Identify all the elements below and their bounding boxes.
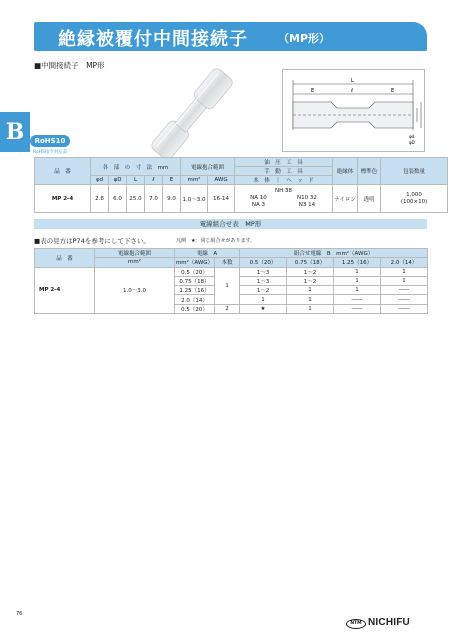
dim-dD-label: φD <box>409 140 415 145</box>
h-color: 標準色 <box>358 158 381 185</box>
row-tools <box>235 185 333 213</box>
h-tools-manual: 手 動 工 具 <box>235 167 333 176</box>
section1-heading: ■中間接続子 MP形 <box>34 61 105 70</box>
c-a: 0.5（20） <box>175 304 215 313</box>
c-b: 1 <box>334 276 381 285</box>
c-b: ―― <box>381 286 428 295</box>
h-sub-awg: AWG <box>208 176 235 185</box>
title-banner <box>34 22 427 51</box>
spec-table <box>34 157 448 213</box>
table-row <box>35 267 428 276</box>
c-b: 1～3 <box>240 276 287 285</box>
c-h-wireA: 電線 A <box>175 249 240 258</box>
c-b: 1 <box>334 267 381 276</box>
row-mm2: 1.0～3.0 <box>181 185 208 213</box>
logo-mark: NTM <box>346 619 366 629</box>
c-h-b1: 0.75（18） <box>287 258 334 267</box>
pack-qty: 1,000 <box>406 191 422 198</box>
h-tools-hyd: 油 圧 工 具 <box>235 158 333 167</box>
page-number: 76 <box>16 611 23 617</box>
c-a: 1.25（16） <box>175 286 215 295</box>
c-b: 1～2 <box>287 267 334 276</box>
row-insul: ナイロン <box>333 185 358 213</box>
c-h-range: 電線抱合範囲 <box>95 249 175 258</box>
h-sub-dd: φd <box>91 176 109 185</box>
section-tab: B <box>0 112 30 152</box>
c-h-b2: 1.25（16） <box>334 258 381 267</box>
c-b: 1 <box>381 276 428 285</box>
c-h-wireB: 組合せ電線 B mm²（AWG） <box>240 249 428 258</box>
c-b: 1～3 <box>240 267 287 276</box>
logo-name: NICHIFU <box>368 617 410 628</box>
c-b: 1～2 <box>287 276 334 285</box>
dim-E-left-label: E <box>311 88 315 94</box>
row-awg: 16-14 <box>208 185 235 213</box>
product-photo <box>132 68 252 160</box>
c-b: 1 <box>287 304 334 313</box>
c-a: 2.0（14） <box>175 295 215 304</box>
row-l: 7.0 <box>145 185 163 213</box>
c-h-hinban: 品 番 <box>35 249 95 268</box>
section2-legend: 凡例 ★：同じ組合せがあります。 <box>176 238 256 244</box>
c-a: 0.5（20） <box>175 267 215 276</box>
c-b: 1～2 <box>240 286 287 295</box>
h-pack: 包装数量 <box>381 158 448 185</box>
c-b: ―― <box>334 304 381 313</box>
h-sub-dD: φD <box>109 176 127 185</box>
dim-dd-label: φd <box>409 134 415 139</box>
dimension-drawing <box>282 69 425 152</box>
c-b: ―― <box>381 304 428 313</box>
h-sub-E: E <box>163 176 181 185</box>
tool-a2: NA 3 <box>251 202 266 208</box>
rohs-caption: RoHS指令対応品 <box>33 150 68 155</box>
c-b: 1 <box>334 286 381 295</box>
pack-breakdown: (100×10) <box>400 198 428 205</box>
c-b: 1 <box>381 267 428 276</box>
row-part: MP 2-4 <box>35 185 91 213</box>
c-part: MP 2-4 <box>35 267 95 313</box>
row-pack <box>381 185 448 213</box>
h-hinban: 品 番 <box>35 158 91 185</box>
dim-E-right-label: E <box>391 88 395 94</box>
h-sub-mm2: mm² <box>181 176 208 185</box>
tool-b1: N10 32 <box>297 195 317 201</box>
c-h-b3: 2.0（14） <box>381 258 428 267</box>
h-dims: 各 部 の 寸 法 mm <box>91 158 181 176</box>
dim-L-label: L <box>351 78 354 84</box>
h-tools-body-head: 本 体 ｜ ヘ ッ ド <box>235 176 333 185</box>
h-insul: 絶縁体 <box>333 158 358 185</box>
tool-hyd-body: NH 38 <box>275 188 293 194</box>
h-wire: 電線抱合範囲 <box>181 158 235 176</box>
dim-l-label: ℓ <box>351 88 354 94</box>
row-L: 25.0 <box>127 185 145 213</box>
c-b: ―― <box>381 295 428 304</box>
c-h-range-unit: mm² <box>95 258 175 267</box>
c-b: 1 <box>240 295 287 304</box>
brand-logo <box>346 618 426 630</box>
c-b: 1 <box>287 286 334 295</box>
c-n: 1 <box>215 267 240 304</box>
c-a: 0.75（18） <box>175 276 215 285</box>
combo-table <box>34 248 428 314</box>
c-h-size: mm²（AWG） <box>175 258 215 267</box>
section2-note: ■表の見方はP74を参考にして下さい。 <box>34 237 150 245</box>
tool-a1: NA 10 <box>250 195 267 201</box>
row-dD: 6.0 <box>109 185 127 213</box>
h-sub-l: ℓ <box>145 176 163 185</box>
row-E: 9.0 <box>163 185 181 213</box>
row-dd: 2.8 <box>91 185 109 213</box>
c-n: 2 <box>215 304 240 313</box>
c-range: 1.0～3.0 <box>95 267 175 313</box>
c-b: ―― <box>334 295 381 304</box>
row-color: 透明 <box>358 185 381 213</box>
tool-b2: N3 14 <box>298 202 316 208</box>
rohs-badge: RoHS10 <box>30 135 70 147</box>
c-h-count: 本数 <box>215 258 240 267</box>
c-b: ★ <box>240 304 287 313</box>
h-sub-L: L <box>127 176 145 185</box>
section2-bar: 電線組合せ表 MP形 <box>34 219 427 229</box>
c-b: 1 <box>287 295 334 304</box>
page-title: 絶縁被覆付中間接続子 <box>58 29 248 50</box>
c-h-b0: 0.5（20） <box>240 258 287 267</box>
page-subtitle: （MP形） <box>278 32 331 45</box>
